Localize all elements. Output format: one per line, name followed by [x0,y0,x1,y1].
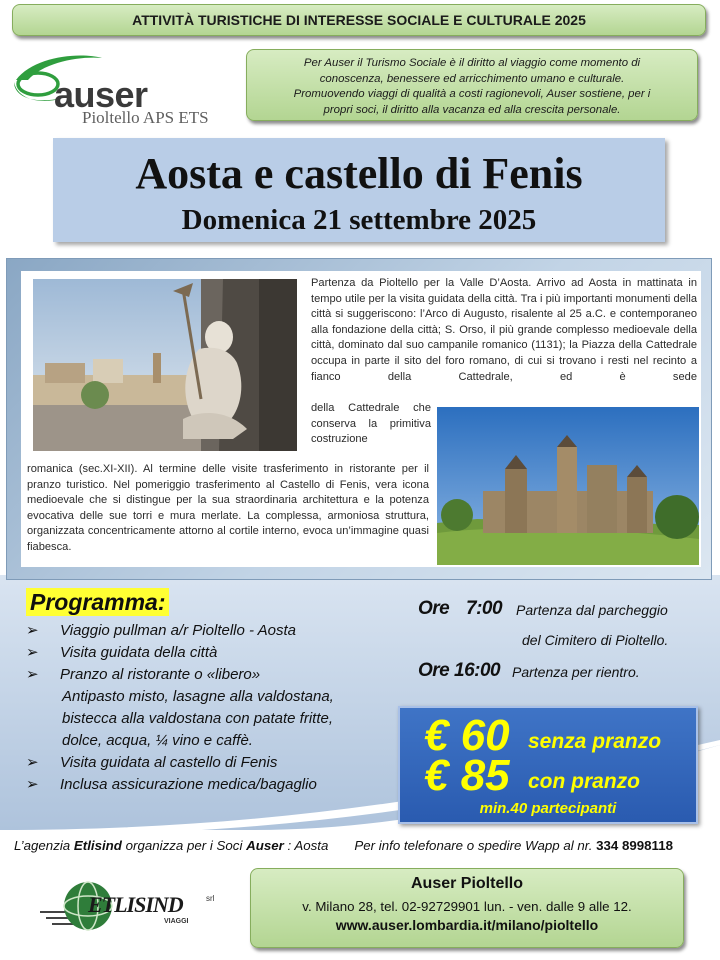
event-date: Domenica 21 settembre 2025 [181,204,537,236]
mission-statement [246,49,698,121]
mission-line: Per Auser il Turismo Sociale è il diritto al viaggio come momento di [303,57,641,69]
menu-line: bistecca alla valdostana con patate fritte, [62,710,333,727]
program-title: Programma: [26,588,169,616]
mission-line: conoscenza, benessere ed arricchimento umano e culturale. [319,72,625,85]
arrow-bullet-icon: ➢ [26,754,39,771]
arrow-bullet-icon: ➢ [26,644,39,661]
menu-line: dolce, acqua, ¼ vino e caffè. [62,732,253,749]
contact-title: Auser Pioltello [410,875,524,892]
agency-destination: : Aosta [283,838,329,853]
top-banner: ATTIVITÀ TURISTICHE DI INTERESSE SOCIALE E CULTURALE 2025 [12,4,706,36]
agency-prefix: L’agenzia [14,838,74,853]
agency-auser: Auser [246,838,284,853]
logo-wordmark: auser [54,74,148,115]
departure-time: 7:00 [466,598,503,619]
page-title: Aosta e castello di Fenis [135,149,583,198]
info-text: Per info telefonare o spedire Wapp al nr. [354,838,597,853]
auser-logo [10,46,242,134]
program-item-text: Visita guidata della città [60,644,218,661]
contact-address: v. Milano 28, tel. 02-92729901 lun. - ven. dalle 9 alle 12. [302,899,632,914]
program-item-text: Visita guidata al castello di Fenis [60,754,278,771]
fenis-castle-photo [437,407,699,565]
agency-name: Etlisind [73,838,122,853]
arrow-bullet-icon: ➢ [26,666,39,683]
departure-place-line2: del Cimitero di Pioltello. [522,632,669,648]
logo-subtitle: Pioltello APS ETS [82,108,209,127]
price-with-lunch: € 85 [424,751,510,800]
program-item-text: Pranzo al ristorante o «libero» [60,666,261,683]
description-panel [6,258,712,580]
arrow-bullet-icon: ➢ [26,776,39,793]
agency-line [14,838,714,853]
departure-label: Ore [418,598,450,619]
return-time: Ore 16:00 [418,660,501,681]
etlisind-wordmark: ETLISIND [88,892,183,917]
price-without-lunch: € 60 [424,711,510,760]
contact-box [250,868,684,948]
departure-place-line1: Partenza dal parcheggio [516,602,668,618]
return-text: Partenza per rientro. [512,664,640,680]
description-card [21,271,701,567]
etlisind-viaggi: VIAGGI [164,918,189,925]
program-item [26,664,406,752]
title-box [53,138,665,242]
arrow-bullet-icon: ➢ [26,622,39,639]
phone-number: 334 8998118 [596,838,674,853]
program-item [26,620,406,642]
program-item-text: Viaggio pullman a/r Pioltello - Aosta [60,622,296,639]
menu-line: Antipasto misto, lasagne alla valdostana, [62,688,334,705]
description-text-top: Partenza da Pioltello per la Valle D’Aosta. Arrivo ad Aosta in mattinata in tempo utile per la visita guidata della città. Tra i più importanti monumenti della città si suggeriscono: l’Arco di Augusto, risalente al 25 a.C. e contemporaneo alla fondazione della città; S. Orso, il più grande complesso medioevale della città, dominato dal suo campanile romanico (1131); la Piazza della Cattedrale occupa in parte il sito del foro romano, di cui si trovano i resti nel recinto a fianco della Cattedrale, ed è sede [311,277,697,383]
price-with-lunch-label: con pranzo [528,770,641,793]
agency-mid: organizza per i Soci [121,838,247,853]
min-participants: min.40 partecipanti [479,800,617,817]
website-link[interactable]: www.auser.lombardia.it/milano/pioltello [335,917,599,933]
program-item [26,752,406,774]
program-list [26,620,406,796]
program-item-text: Inclusa assicurazione medica/bagaglio [60,776,317,793]
etlisind-srl: srl [206,894,215,903]
description-text-middle: della Cattedrale che conserva la primitiva costruzione [311,402,431,446]
price-box [398,706,698,824]
program-item [26,642,406,664]
mission-line: Promuovendo viaggi di qualità a costi ragionevoli, Auser sostiene, per i [293,88,651,100]
price-without-lunch-label: senza pranzo [528,730,662,753]
etlisind-logo [36,872,222,936]
mission-line: propri soci, il diritto alla vacanza ed alla crescita personale. [323,103,621,116]
aosta-statue-photo [33,279,297,451]
program-item [26,774,406,796]
description-text-bottom: romanica (sec.XI-XII). Al termine delle visite trasferimento in ristorante per il pranzo turistico. Nel pomeriggio trasferimento al Castello di Fenis, vera icona medioevale che si distingue per la sua straordinaria architettura e la potenza evocativa delle sue torri e mura merlate. La complessa, armoniosa struttura, organizzata concentricamente attorno al cortile interno, evoca un’immagine quasi fiabesca. [27,463,429,553]
